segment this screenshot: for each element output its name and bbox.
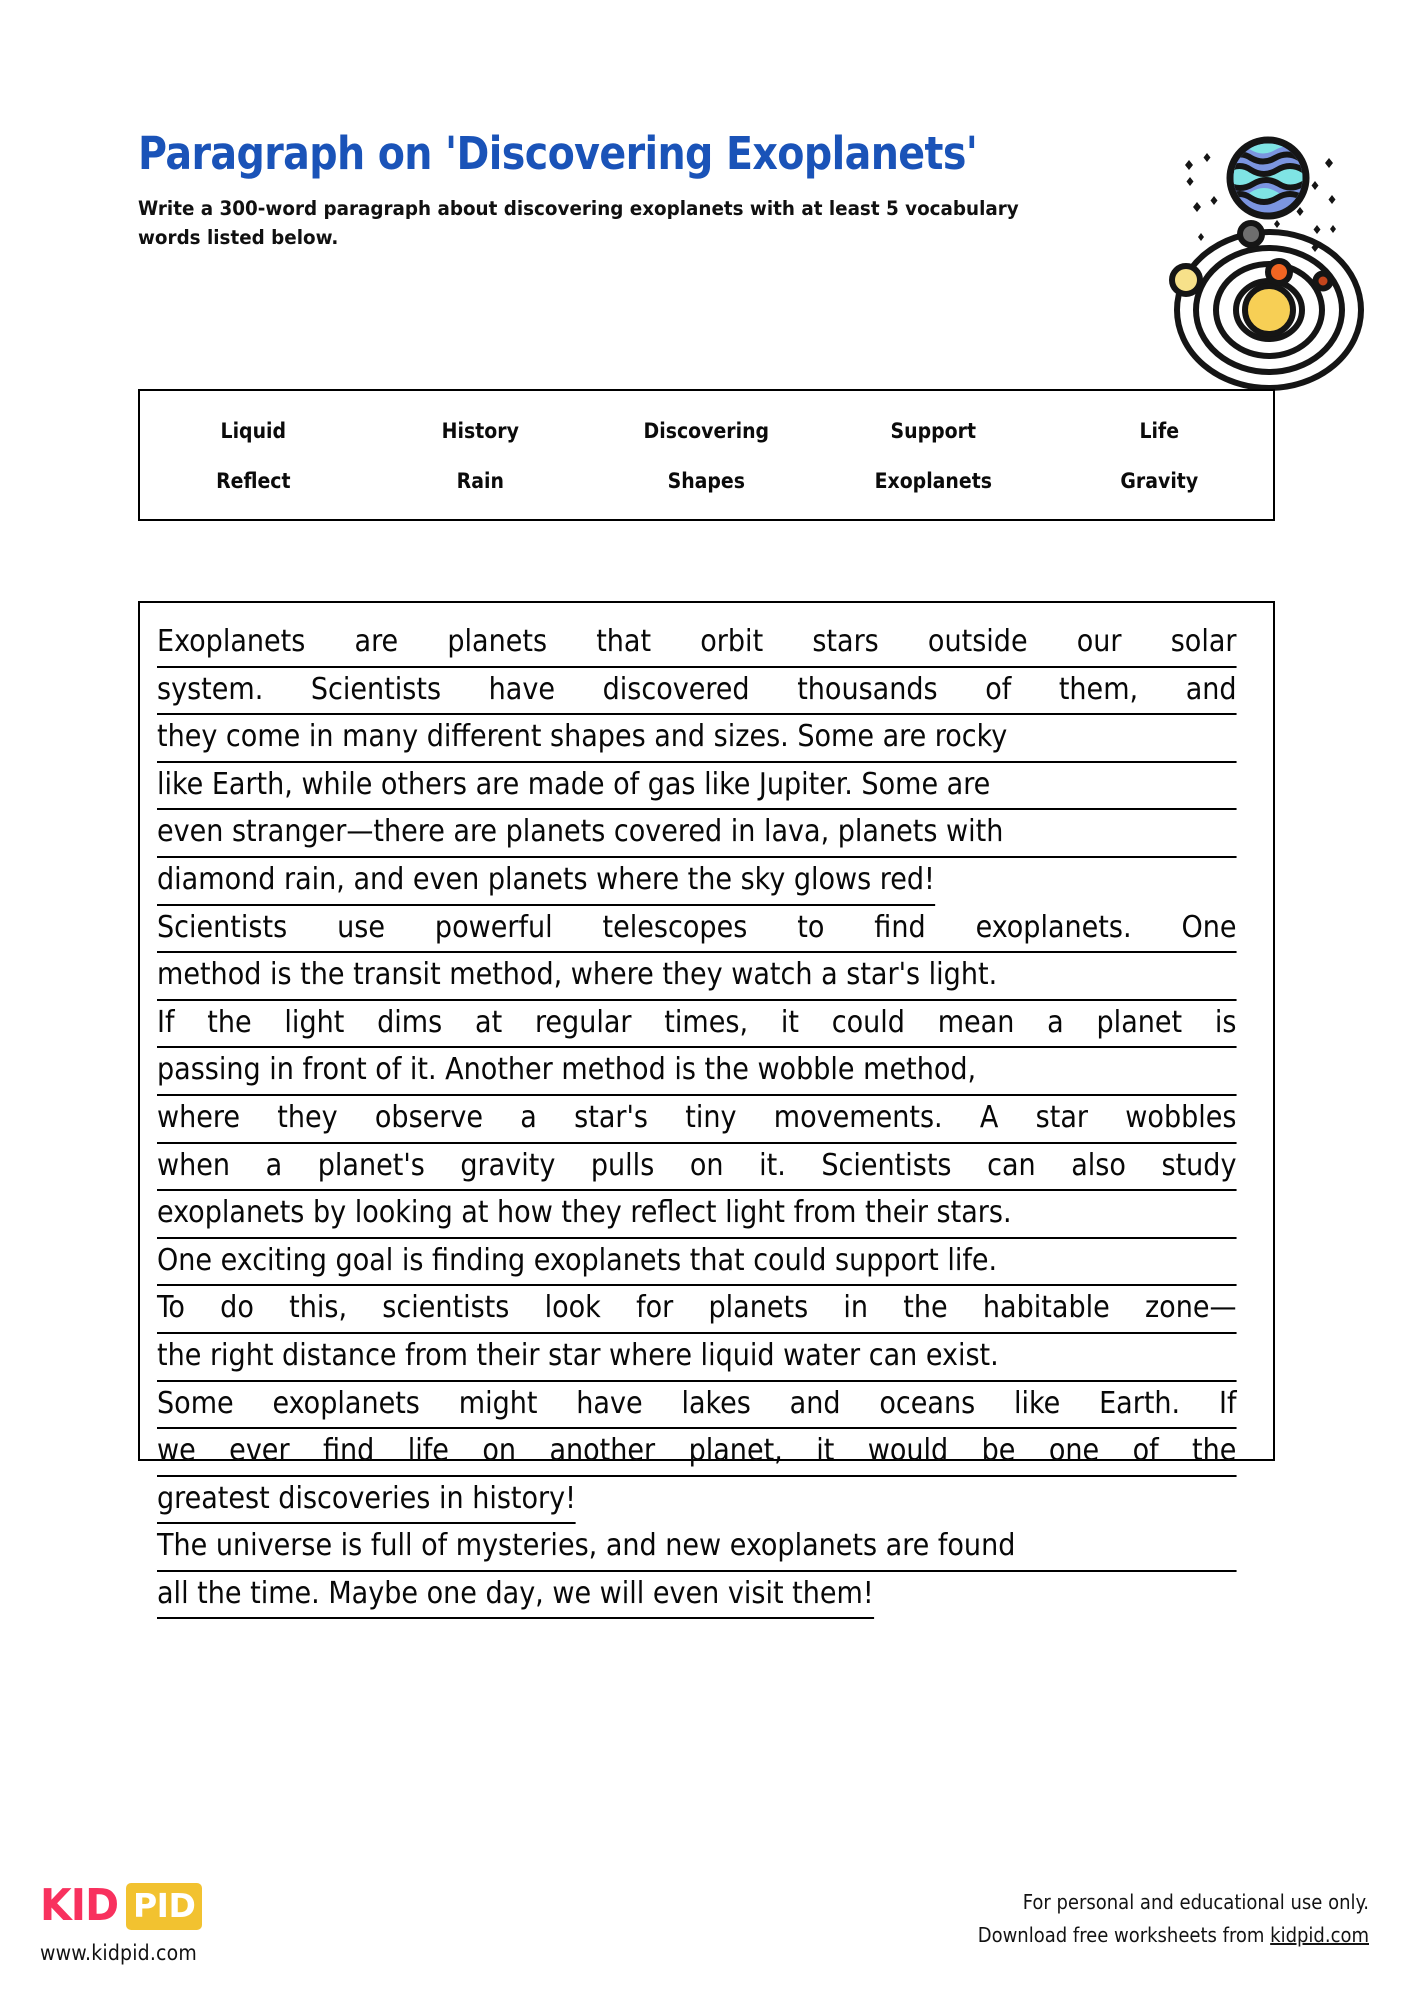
answer-line-text: when a planet's gravity pulls on it. Scientists can also study — [157, 1144, 1237, 1192]
logo-website-url: www.kidpid.com — [40, 1941, 198, 1965]
vocabulary-word: Exoplanets — [874, 469, 992, 493]
answer-line — [157, 1239, 1240, 1287]
logo-pid-badge: PID — [126, 1883, 202, 1930]
vocabulary-row — [140, 406, 1273, 456]
answer-line — [157, 668, 1240, 716]
vocabulary-word: Rain — [456, 469, 504, 493]
paragraph-answer-box[interactable] — [138, 601, 1275, 1611]
vocabulary-word-box — [138, 389, 1275, 521]
sun-icon — [1245, 286, 1293, 334]
answer-line-text: Some exoplanets might have lakes and oceans like Earth. If — [157, 1382, 1237, 1430]
footer-note-line1: For personal and educational use only. — [1022, 1890, 1369, 1914]
answer-line — [157, 810, 1240, 858]
answer-line-text: To do this, scientists look for planets in the habitable zone— — [157, 1286, 1237, 1334]
answer-line — [157, 1572, 1240, 1620]
answer-line — [157, 1286, 1240, 1334]
page-footer — [0, 1880, 1414, 2000]
answer-line-text: all the time. Maybe one day, we will even visit them! — [157, 1572, 874, 1620]
exoplanet-solar-system-illustration — [1169, 120, 1369, 295]
answer-line-text: Exoplanets are planets that orbit stars outside our solar — [157, 620, 1237, 668]
answer-line — [157, 953, 1240, 1001]
answer-line — [157, 1429, 1240, 1477]
answer-line — [157, 1382, 1240, 1430]
answer-line — [157, 1524, 1240, 1572]
vocabulary-row — [140, 456, 1273, 506]
answer-line-text: passing in front of it. Another method is the wobble method, — [157, 1048, 1237, 1096]
kidpid-logo[interactable] — [40, 1880, 202, 1965]
answer-line — [157, 763, 1240, 811]
answer-line-text: greatest discoveries in history! — [157, 1477, 576, 1525]
answer-line-text: the right distance from their star where liquid water can exist. — [157, 1334, 1237, 1382]
vocabulary-word: Liquid — [220, 419, 287, 443]
answer-line-text: method is the transit method, where they watch a star's light. — [157, 953, 1237, 1001]
vocabulary-word: Discovering — [643, 419, 770, 443]
paragraph-text — [157, 620, 1256, 1619]
answer-line-text: where they observe a star's tiny movements. A star wobbles — [157, 1096, 1237, 1144]
answer-line — [157, 858, 1240, 906]
vocabulary-word: Life — [1139, 419, 1180, 443]
footer-note-prefix: Download free worksheets from — [977, 1923, 1271, 1947]
answer-line — [157, 1001, 1240, 1049]
vocabulary-word: Shapes — [667, 469, 746, 493]
logo-kid-text: KID — [40, 1880, 119, 1931]
answer-line — [157, 906, 1240, 954]
answer-line — [157, 1191, 1240, 1239]
worksheet-instructions: Write a 300-word paragraph about discovering exoplanets with at least 5 vocabulary words listed below. — [138, 197, 1019, 249]
vocabulary-word: Gravity — [1120, 469, 1199, 493]
worksheet-header — [138, 128, 1278, 318]
answer-line-text: even stranger—there are planets covered in lava, planets with — [157, 810, 1237, 858]
answer-line-text: system. Scientists have discovered thousands of them, and — [157, 668, 1237, 716]
answer-line — [157, 1334, 1240, 1382]
answer-line-text: we ever find life on another planet, it would be one of the — [157, 1429, 1237, 1477]
striped-planet-icon — [1227, 137, 1317, 216]
footer-note-line2 — [978, 1919, 1369, 1952]
answer-line — [157, 620, 1240, 668]
vocabulary-word: Reflect — [216, 469, 291, 493]
answer-line — [157, 1096, 1240, 1144]
answer-line — [157, 1144, 1240, 1192]
answer-line — [157, 1477, 1240, 1525]
answer-line-text: like Earth, while others are made of gas like Jupiter. Some are — [157, 763, 1237, 811]
answer-line-text: Scientists use powerful telescopes to find exoplanets. One — [157, 906, 1237, 954]
page-title: Paragraph on 'Discovering Exoplanets' — [138, 127, 978, 180]
footer-usage-notes — [978, 1886, 1369, 1952]
answer-line-text: The universe is full of mysteries, and new exoplanets are found — [157, 1524, 1237, 1572]
kidpid-link[interactable]: kidpid.com — [1270, 1923, 1369, 1947]
answer-line — [157, 1048, 1240, 1096]
answer-line-text: they come in many different shapes and sizes. Some are rocky — [157, 715, 1237, 763]
answer-line-text: One exciting goal is finding exoplanets that could support life. — [157, 1239, 1237, 1287]
answer-line-text: diamond rain, and even planets where the sky glows red! — [157, 858, 935, 906]
answer-line-text: exoplanets by looking at how they reflect light from their stars. — [157, 1191, 1237, 1239]
vocabulary-word: Support — [890, 419, 976, 443]
answer-line-text: If the light dims at regular times, it could mean a planet is — [157, 1001, 1237, 1049]
answer-line — [157, 715, 1240, 763]
vocabulary-word: History — [441, 419, 519, 443]
